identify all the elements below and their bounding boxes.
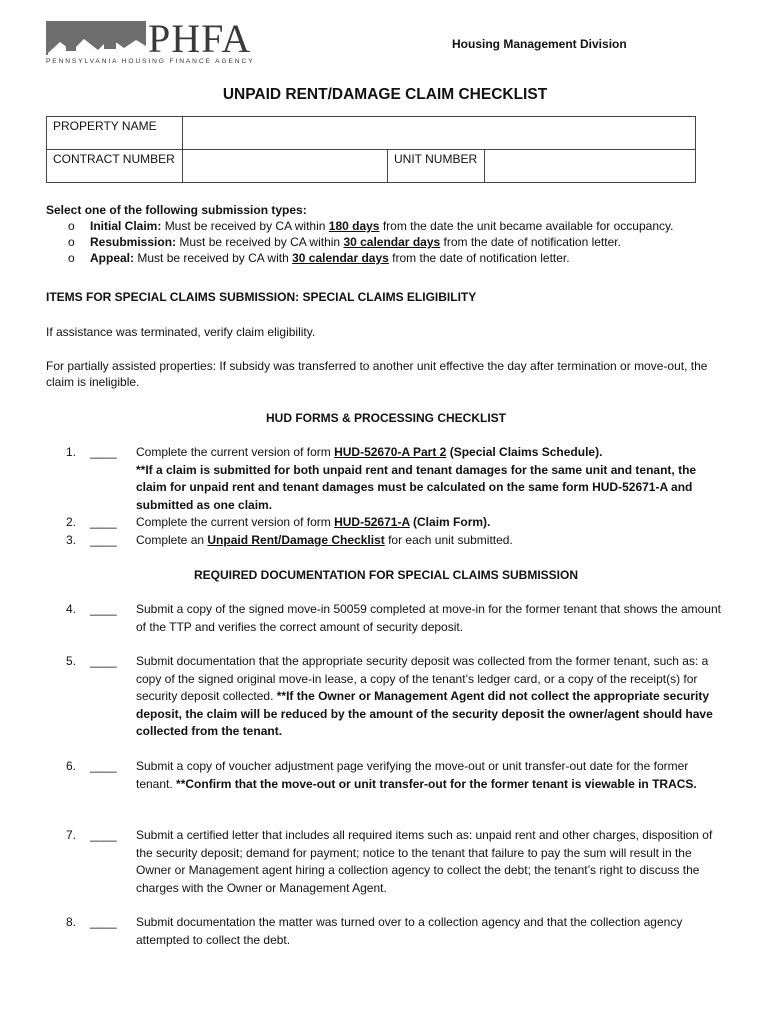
option-deadline: 180 days (328, 219, 380, 233)
option-deadline: 30 calendar days (292, 251, 389, 265)
item-post: (Claim Form). (409, 515, 491, 529)
checklist-item (46, 444, 726, 514)
item-text (136, 532, 726, 550)
property-info-table (46, 116, 696, 183)
docs-section-heading: REQUIRED DOCUMENTATION FOR SPECIAL CLAIMS SUBMISSION (193, 568, 578, 582)
bullet-marker: o (68, 235, 75, 249)
option-label: Appeal: (90, 251, 135, 265)
checklist-item (46, 827, 726, 897)
item-body: Submit a certified letter that includes all required items such as: unpaid rent and other charges, disposition of the security deposit; demand for payment; notice to the tenant that failure to pay the sum will result in the Owner or Management agent hiring a collection agency to collect the debt; the tenant’s right to discuss the charges with the Owner or Management Agent. (136, 828, 713, 895)
logo-subtitle: PENNSYLVANIA HOUSING FINANCE AGENCY (46, 58, 255, 65)
item-form-link[interactable]: HUD-52671-A (334, 515, 410, 529)
option-pre: Must be received by CA with (137, 251, 293, 265)
item-checkbox-blank[interactable]: ____ (90, 515, 117, 529)
item-checkbox-blank[interactable]: ____ (90, 445, 117, 459)
item-checkbox-blank[interactable]: ____ (90, 533, 117, 547)
hud-section-heading: HUD FORMS & PROCESSING CHECKLIST (265, 411, 506, 425)
submission-option (46, 234, 726, 250)
property-name-label: PROPERTY NAME (47, 117, 183, 150)
submission-heading: Select one of the following submission types: (46, 203, 307, 217)
item-note: **Confirm that the move-out or unit transfer-out for the former tenant is viewable in TRACS. (176, 776, 697, 791)
item-text (136, 601, 726, 636)
option-post: from the date of notification letter. (388, 251, 570, 265)
item-note: **If the Owner or Management Agent did not collect the appropriate security deposit, the claim will be reduced by the amount of the security deposit the owner/agent should have collected from the tenant. (136, 689, 713, 738)
option-label: Resubmission: (90, 235, 177, 249)
property-name-field[interactable] (183, 117, 696, 150)
item-number: 4. (66, 602, 77, 616)
item-form-link[interactable]: Unpaid Rent/Damage Checklist (207, 533, 385, 547)
item-number: 2. (66, 515, 77, 529)
checklist-item (46, 653, 726, 741)
house-skyline-icon (44, 18, 148, 58)
division-label: Housing Management Division (452, 37, 627, 51)
item-post: (Special Claims Schedule). (446, 445, 603, 459)
contract-number-field[interactable] (183, 150, 388, 183)
item-text (136, 514, 726, 532)
option-post: from the date of notification letter. (440, 235, 621, 249)
item-body: Submit a copy of voucher adjustment page verifying the move-out or unit transfer-out date for the former tenant. (136, 759, 689, 791)
checklist-item (46, 514, 726, 532)
eligibility-heading: ITEMS FOR SPECIAL CLAIMS SUBMISSION: SPECIAL CLAIMS ELIGIBILITY (46, 290, 477, 304)
item-checkbox-blank[interactable]: ____ (90, 828, 117, 842)
submission-option (46, 250, 726, 266)
item-post: for each unit submitted. (384, 533, 513, 547)
checklist-item (46, 532, 726, 550)
item-pre: Complete the current version of form (136, 445, 335, 459)
item-number: 3. (66, 533, 77, 547)
item-note: **If a claim is submitted for both unpaid rent and tenant damages for the same unit and tenant, the claim for unpaid rent and tenant damages must be calculated on the same form HUD-52671-A and submitted as one claim. (136, 462, 697, 512)
item-text (136, 914, 726, 949)
item-body: Submit a copy of the signed move-in 50059 completed at move-in for the former tenant that shows the amount of the TTP and verifies the correct amount of security deposit. (136, 602, 721, 634)
eligibility-para-2: For partially assisted properties: If subsidy was transferred to another unit effective the day after termination or move-out, the claim is ineligible. (46, 359, 708, 389)
item-number: 6. (66, 759, 77, 773)
item-text (136, 758, 726, 793)
item-text (136, 827, 726, 897)
item-form-link[interactable]: HUD-52670-A Part 2 (334, 445, 447, 459)
item-pre: Complete the current version of form (136, 515, 335, 529)
item-body: Submit documentation that the appropriate security deposit was collected from the former tenant, such as: a copy of the signed original move-in lease, a copy of the tenant’s ledger card, or a copy of the receipt(s) for security deposit collected. (136, 654, 709, 703)
item-number: 7. (66, 828, 77, 842)
bullet-marker: o (68, 219, 75, 233)
item-number: 5. (66, 654, 77, 668)
submission-types-section (46, 202, 726, 266)
option-label: Initial Claim: (90, 219, 162, 233)
item-checkbox-blank[interactable]: ____ (90, 602, 117, 616)
item-number: 8. (66, 915, 77, 929)
option-deadline: 30 calendar days (343, 235, 441, 249)
item-checkbox-blank[interactable]: ____ (90, 759, 117, 773)
option-post: from the date the unit became available for occupancy. (379, 219, 674, 233)
option-pre: Must be received by CA within (179, 235, 344, 249)
item-checkbox-blank[interactable]: ____ (90, 654, 117, 668)
item-text (136, 653, 726, 741)
submission-option (46, 218, 726, 234)
item-body: Submit documentation the matter was turned over to a collection agency and that the collection agency attempted to collect the debt. (136, 915, 683, 947)
phfa-logo (44, 18, 268, 70)
checklist-item (46, 601, 726, 636)
bullet-marker: o (68, 251, 75, 265)
eligibility-para-1: If assistance was terminated, verify claim eligibility. (46, 325, 316, 339)
item-pre: Complete an (136, 533, 208, 547)
unit-number-label: UNIT NUMBER (388, 150, 485, 183)
checklist-item (46, 914, 726, 949)
option-pre: Must be received by CA within (164, 219, 329, 233)
item-text (136, 444, 726, 514)
submission-options (46, 218, 726, 266)
document-title: UNPAID RENT/DAMAGE CLAIM CHECKLIST (222, 86, 548, 103)
checklist-item (46, 758, 726, 793)
logo-wordmark: PHFA (148, 16, 252, 61)
item-number: 1. (66, 445, 77, 459)
unit-number-field[interactable] (485, 150, 696, 183)
item-checkbox-blank[interactable]: ____ (90, 915, 117, 929)
contract-number-label: CONTRACT NUMBER (47, 150, 183, 183)
